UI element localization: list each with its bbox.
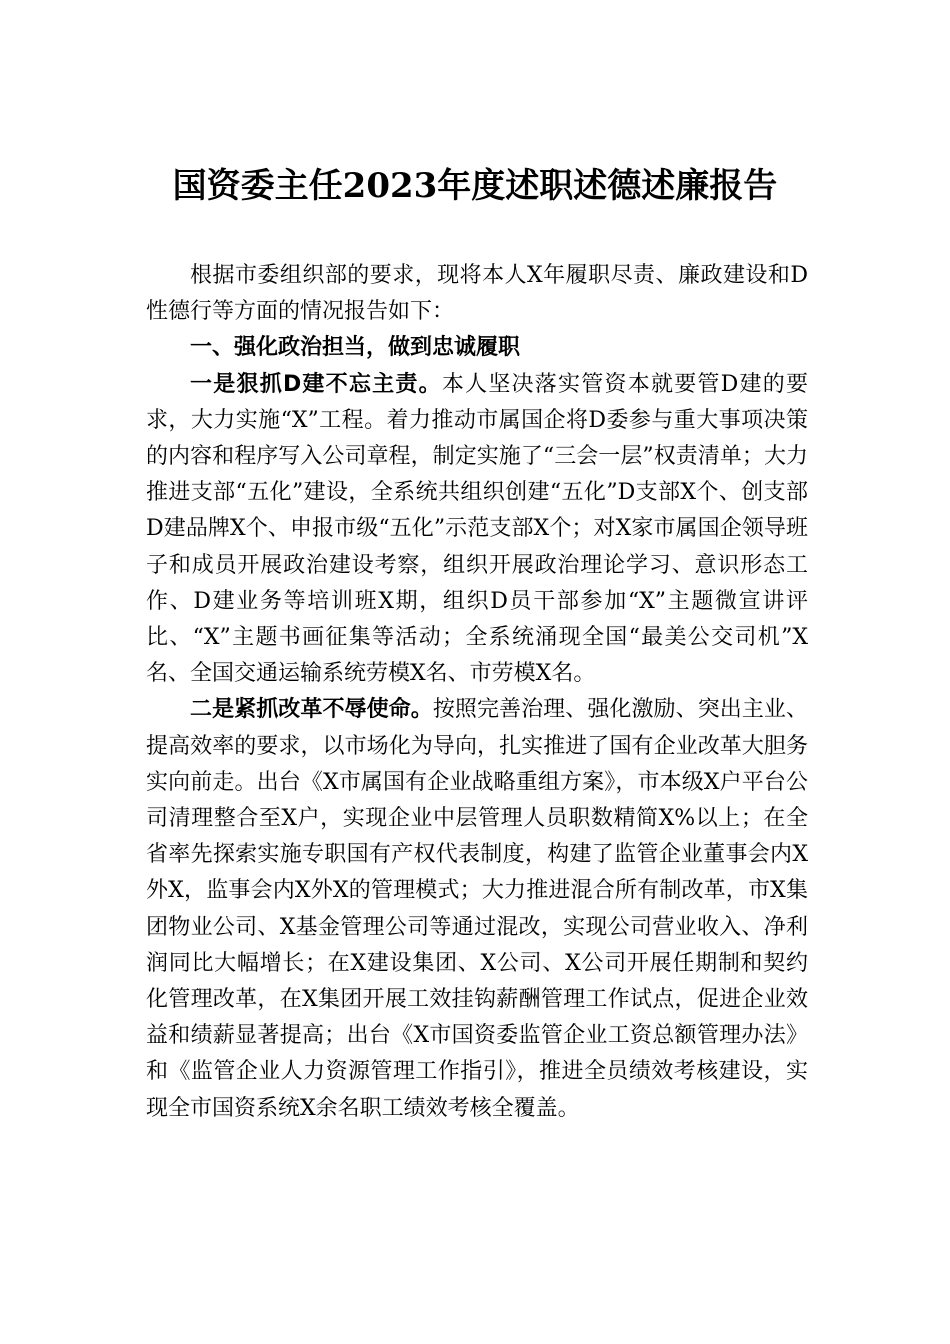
paragraph-text: 本人坚决落实管资本就要管D建的要求，大力实施“X”工程。着力推动市属国企将D委参与重大事项决策的内容和程序写入公司章程，制定实施了“三会一层”权责清单；大力推进支部“五化”建设，全系统共组织创建“五化”D支部X个、创支部D建品牌X个、申报市级“五化”示范支部X个；对X家市属国企领导班子和成员开展政治建设考察，组织开展政治理论学习、意识形态工作、D建业务等培训班X期，组织D员干部参加“X”主题微宣讲评比、“X”主题书画征集等活动；全系统涌现全国“最美公交司机”X名、全国交通运输系统劳模X名、市劳模X名。 (146, 371, 808, 687)
paragraph-lead: 一是狠抓D建不忘主责。 (190, 371, 442, 397)
document-body (146, 258, 808, 1127)
paragraph-party-building (146, 367, 808, 693)
paragraph-text: 按照完善治理、强化激励、突出主业、提高效率的要求，以市场化为导向，扎实推进了国有企业改革大胆务实向前走。出台《X市属国有企业战略重组方案》，市本级X户平台公司清理整合至X户，实现企业中层管理人员职数精简X%以上；在全省率先探索实施专职国有产权代表制度，构建了监管企业董事会内X外X，监事会内X外X的管理模式；大力推进混合所有制改革，市X集团物业公司、X基金管理公司等通过混改，实现公司营业收入、净利润同比大幅增长；在X建设集团、X公司、X公司开展任期制和契约化管理改革，在X集团开展工效挂钩薪酬管理工作试点，促进企业效益和绩薪显著提高；出台《X市国资委监管企业工资总额管理办法》和《监管企业人力资源管理工作指引》，推进全员绩效考核建设，实现全市国资系统X余名职工绩效考核全覆盖。 (146, 697, 808, 1121)
paragraph-lead: 二是紧抓改革不辱使命。 (190, 697, 433, 723)
document-title: 国资委主任2023年度述职述德述廉报告 (172, 166, 778, 206)
paragraph-reform (146, 692, 808, 1126)
section-heading: 一、强化政治担当，做到忠诚履职 (190, 335, 521, 361)
intro-paragraph: 根据市委组织部的要求，现将本人X年履职尽责、廉政建设和D性德行等方面的情况报告如下： (146, 263, 808, 325)
